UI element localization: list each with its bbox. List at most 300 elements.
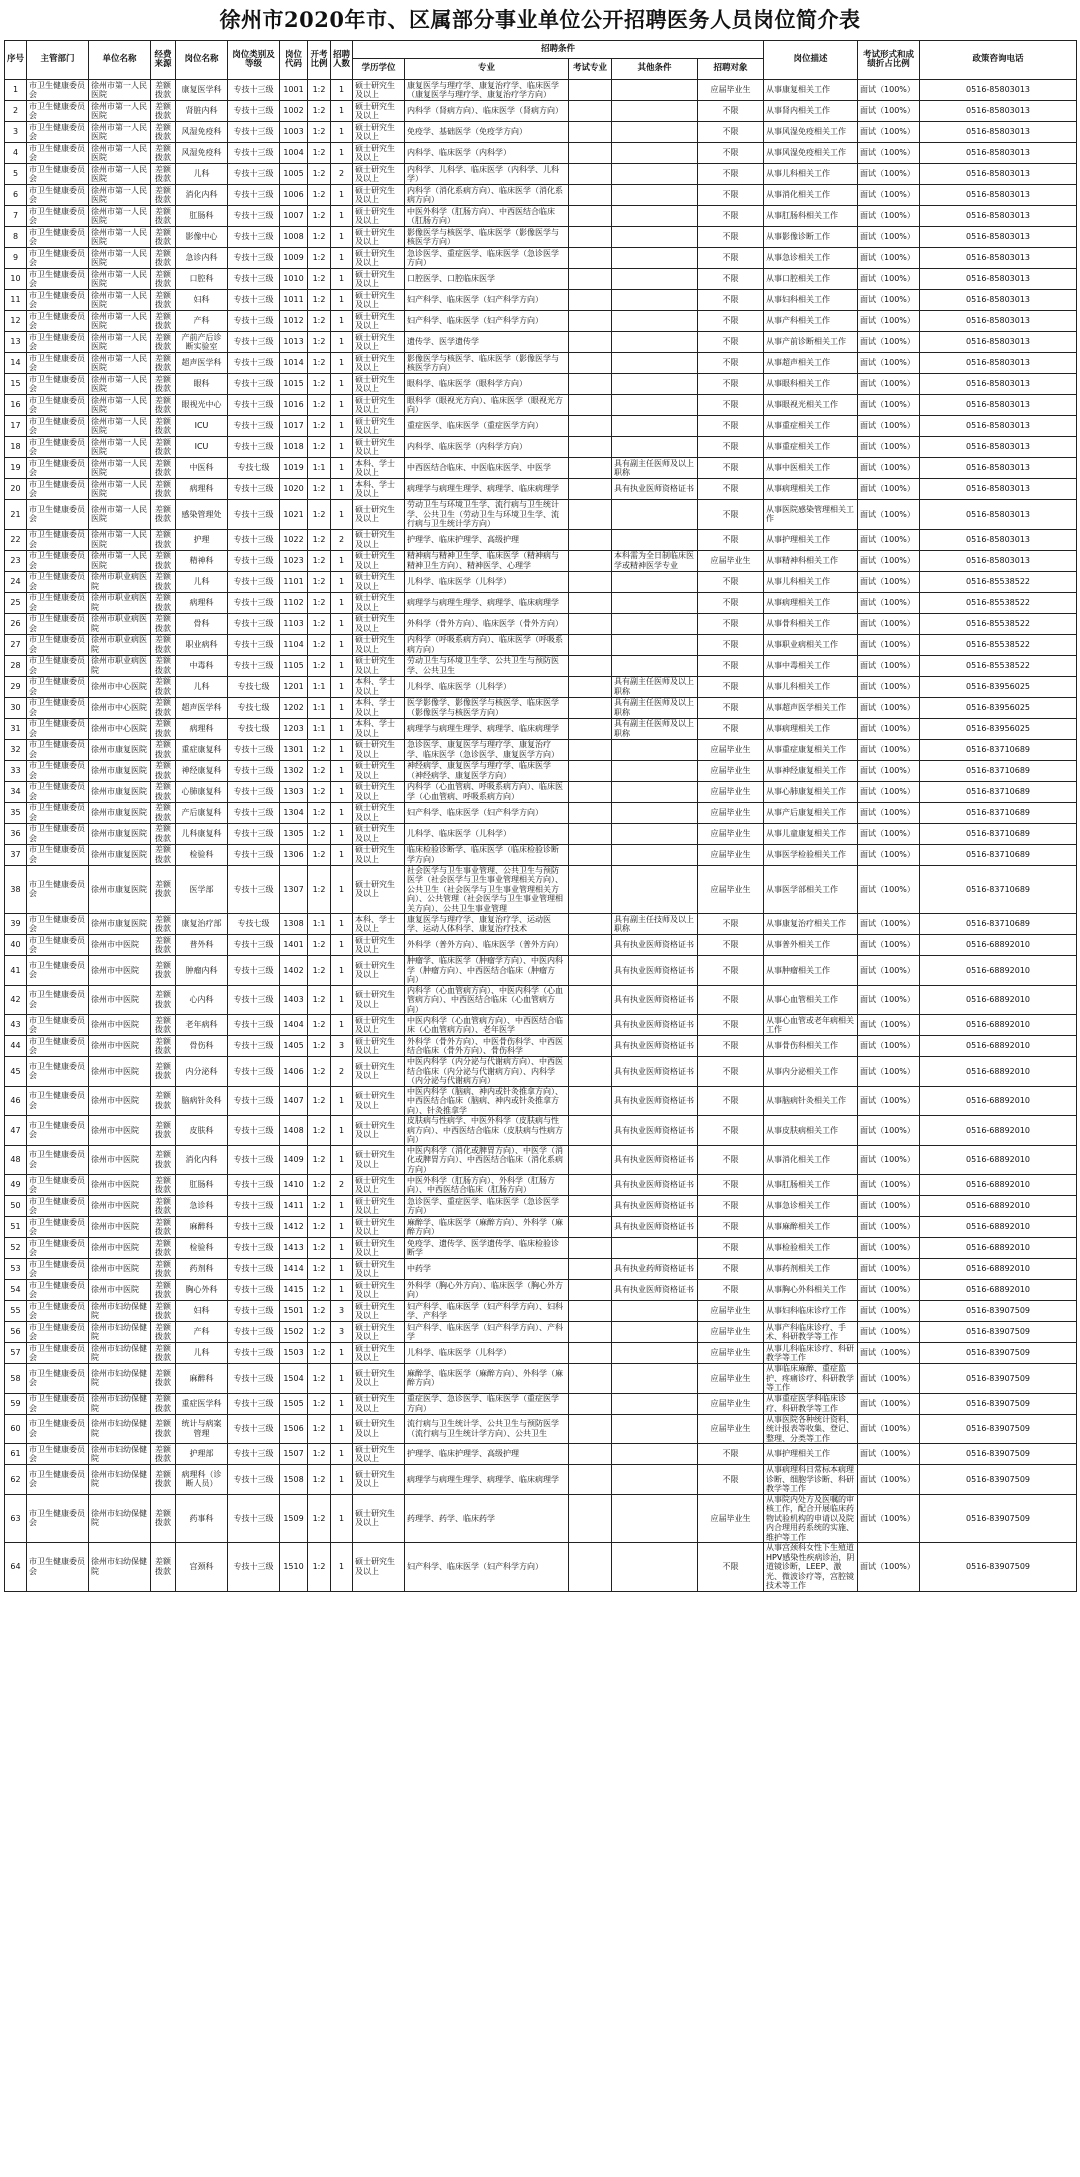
cell-phone: 0516-68892010 (920, 1175, 1077, 1196)
cell-dept: 市卫生健康委员会 (27, 1364, 89, 1394)
cell-post-type: 专技十三级 (228, 437, 280, 458)
cell-desc: 从事风湿免疫相关工作 (764, 122, 858, 143)
cell-post: 风湿免疫科 (176, 122, 228, 143)
cell-unit: 徐州市中心医院 (89, 697, 151, 718)
cell-funding: 差额拨款 (151, 80, 176, 101)
cell-other (612, 416, 698, 437)
cell-funding: 差额拨款 (151, 416, 176, 437)
cell-ratio: 1:2 (308, 739, 331, 760)
cell-target: 应届毕业生 (698, 844, 764, 865)
cell-exam-major (569, 1414, 612, 1444)
cell-post-type: 专技十三级 (228, 1217, 280, 1238)
cell-edu: 硕士研究生及以上 (353, 1364, 405, 1394)
cell-count: 1 (331, 1217, 353, 1238)
cell-post: 急诊科 (176, 1196, 228, 1217)
cell-count: 1 (331, 1343, 353, 1364)
cell-ratio: 1:2 (308, 80, 331, 101)
cell-post-code: 1016 (280, 395, 308, 416)
cell-funding: 差额拨款 (151, 332, 176, 353)
cell-post: 急诊内科 (176, 248, 228, 269)
cell-phone: 0516-83710689 (920, 802, 1077, 823)
cell-dept: 市卫生健康委员会 (27, 739, 89, 760)
cell-exam-form: 面试（100%） (858, 697, 920, 718)
table-row (5, 781, 1077, 802)
cell-funding: 差额拨款 (151, 353, 176, 374)
cell-post-type: 专技十三级 (228, 1015, 280, 1036)
cell-exam-major (569, 290, 612, 311)
cell-desc: 从事妇科相关工作 (764, 290, 858, 311)
cell-exam-major (569, 571, 612, 592)
cell-exam-major (569, 956, 612, 986)
cell-count: 3 (331, 1322, 353, 1343)
cell-count: 1 (331, 823, 353, 844)
cell-funding: 差额拨款 (151, 844, 176, 865)
cell-major: 中医内科学（内分泌与代谢病方向）、中西医结合临床（内分泌与代谢病方向）、内科学（内分泌与代谢病方向） (405, 1057, 569, 1087)
cell-exam-form: 面试（100%） (858, 1280, 920, 1301)
cell-exam-major (569, 634, 612, 655)
cell-funding: 差额拨款 (151, 1015, 176, 1036)
cell-exam-major (569, 248, 612, 269)
cell-phone: 0516-68892010 (920, 1196, 1077, 1217)
cell-exam-form: 面试（100%） (858, 823, 920, 844)
cell-desc: 从事急诊相关工作 (764, 248, 858, 269)
page-title: 徐州市2020年市、区属部分事业单位公开招聘医务人员岗位简介表 (219, 7, 861, 32)
table-row (5, 143, 1077, 164)
cell-unit: 徐州市第一人民医院 (89, 479, 151, 500)
cell-funding: 差额拨款 (151, 1322, 176, 1343)
table-row (5, 395, 1077, 416)
cell-other (612, 823, 698, 844)
table-row (5, 227, 1077, 248)
cell-major: 内科学（心血管病、呼吸系病方向）、临床医学（心血管病、呼吸系病方向） (405, 781, 569, 802)
cell-ratio: 1:2 (308, 1364, 331, 1394)
cell-major: 妇产科学、临床医学（妇产科学方向） (405, 802, 569, 823)
cell-desc: 从事康复相关工作 (764, 80, 858, 101)
cell-post: 产科 (176, 1322, 228, 1343)
table-row (5, 416, 1077, 437)
header-desc: 岗位描述 (764, 41, 858, 80)
cell-edu: 硕士研究生及以上 (353, 1414, 405, 1444)
cell-exam-form: 面试（100%） (858, 395, 920, 416)
cell-dept: 市卫生健康委员会 (27, 101, 89, 122)
cell-desc: 从事妇科临床诊疗工作 (764, 1301, 858, 1322)
cell-post-code: 1306 (280, 844, 308, 865)
cell-post-type: 专技十三级 (228, 1301, 280, 1322)
cell-post: 中毒科 (176, 655, 228, 676)
cell-dept: 市卫生健康委员会 (27, 550, 89, 571)
cell-funding: 差额拨款 (151, 1465, 176, 1495)
cell-post: 重症医学科 (176, 1393, 228, 1414)
cell-desc: 从事肿瘤相关工作 (764, 956, 858, 986)
cell-other: 具有执业医师资格证书 (612, 1196, 698, 1217)
header-major: 专业 (405, 59, 569, 80)
cell-count: 1 (331, 1015, 353, 1036)
cell-target: 应届毕业生 (698, 1414, 764, 1444)
cell-edu: 硕士研究生及以上 (353, 1322, 405, 1343)
cell-phone: 0516-68892010 (920, 1036, 1077, 1057)
cell-post-code: 1409 (280, 1145, 308, 1175)
cell-other (612, 802, 698, 823)
cell-exam-form: 面试（100%） (858, 529, 920, 550)
cell-count: 1 (331, 248, 353, 269)
cell-desc: 从事骨伤科相关工作 (764, 1036, 858, 1057)
table-row (5, 269, 1077, 290)
cell-phone: 0516-85803013 (920, 437, 1077, 458)
cell-exam-major (569, 1086, 612, 1116)
cell-other (612, 1465, 698, 1495)
cell-unit: 徐州市康复医院 (89, 760, 151, 781)
cell-post-type: 专技十三级 (228, 164, 280, 185)
table-row (5, 571, 1077, 592)
cell-count: 1 (331, 1116, 353, 1146)
cell-phone: 0516-68892010 (920, 956, 1077, 986)
cell-no: 16 (5, 395, 27, 416)
table-body (5, 80, 1077, 1592)
cell-other (612, 1322, 698, 1343)
cell-ratio: 1:2 (308, 1543, 331, 1592)
cell-post: 职业病科 (176, 634, 228, 655)
cell-funding: 差额拨款 (151, 550, 176, 571)
cell-phone: 0516-85538522 (920, 613, 1077, 634)
cell-target: 应届毕业生 (698, 550, 764, 571)
cell-target: 不限 (698, 206, 764, 227)
cell-post: 心肺康复科 (176, 781, 228, 802)
cell-dept: 市卫生健康委员会 (27, 248, 89, 269)
cell-major: 妇产科学、临床医学（妇产科学方向）、产科学 (405, 1322, 569, 1343)
cell-exam-major (569, 1444, 612, 1465)
cell-count: 1 (331, 353, 353, 374)
cell-target: 应届毕业生 (698, 1364, 764, 1394)
cell-exam-form: 面试（100%） (858, 1196, 920, 1217)
cell-target: 不限 (698, 571, 764, 592)
cell-edu: 硕士研究生及以上 (353, 985, 405, 1015)
cell-desc: 从事心肺康复相关工作 (764, 781, 858, 802)
cell-edu: 硕士研究生及以上 (353, 1465, 405, 1495)
cell-no: 37 (5, 844, 27, 865)
cell-ratio: 1:2 (308, 1015, 331, 1036)
cell-target: 应届毕业生 (698, 739, 764, 760)
table-row (5, 500, 1077, 530)
cell-post: 病理科（诊断人员） (176, 1465, 228, 1495)
cell-desc: 从事胸心外科相关工作 (764, 1280, 858, 1301)
cell-edu: 硕士研究生及以上 (353, 332, 405, 353)
cell-post-code: 1011 (280, 290, 308, 311)
cell-edu: 硕士研究生及以上 (353, 395, 405, 416)
cell-ratio: 1:1 (308, 676, 331, 697)
cell-count: 1 (331, 500, 353, 530)
cell-exam-form: 面试（100%） (858, 122, 920, 143)
cell-post: 肾脏内科 (176, 101, 228, 122)
cell-unit: 徐州市妇幼保健院 (89, 1393, 151, 1414)
cell-count: 1 (331, 718, 353, 739)
cell-phone: 0516-85803013 (920, 374, 1077, 395)
cell-other (612, 143, 698, 164)
cell-other: 具有执业医师资格证书 (612, 1057, 698, 1087)
cell-major: 精神病与精神卫生学、临床医学（精神病与精神卫生方向）、精神医学、心理学 (405, 550, 569, 571)
cell-unit: 徐州市第一人民医院 (89, 353, 151, 374)
cell-unit: 徐州市第一人民医院 (89, 290, 151, 311)
cell-other (612, 529, 698, 550)
cell-major: 护理学、临床护理学、高级护理 (405, 529, 569, 550)
table-row (5, 550, 1077, 571)
cell-target: 不限 (698, 1015, 764, 1036)
cell-desc: 从事儿科相关工作 (764, 676, 858, 697)
cell-other: 具有副主任医师及以上职称 (612, 458, 698, 479)
cell-exam-major (569, 164, 612, 185)
cell-unit: 徐州市中心医院 (89, 718, 151, 739)
cell-exam-form: 面试（100%） (858, 290, 920, 311)
cell-major: 医学影像学、影像医学与核医学、临床医学（影像医学与核医学方向） (405, 697, 569, 718)
cell-unit: 徐州市第一人民医院 (89, 416, 151, 437)
cell-no: 1 (5, 80, 27, 101)
cell-target: 不限 (698, 248, 764, 269)
cell-phone: 0516-83907509 (920, 1364, 1077, 1394)
cell-funding: 差额拨款 (151, 1145, 176, 1175)
cell-unit: 徐州市第一人民医院 (89, 458, 151, 479)
cell-ratio: 1:2 (308, 935, 331, 956)
cell-count: 1 (331, 437, 353, 458)
cell-desc: 从事神经康复相关工作 (764, 760, 858, 781)
cell-phone: 0516-83907509 (920, 1301, 1077, 1322)
cell-ratio: 1:2 (308, 248, 331, 269)
table-row (5, 1393, 1077, 1414)
cell-edu: 硕士研究生及以上 (353, 613, 405, 634)
cell-unit: 徐州市第一人民医院 (89, 122, 151, 143)
cell-other (612, 206, 698, 227)
cell-other (612, 613, 698, 634)
cell-edu: 硕士研究生及以上 (353, 1393, 405, 1414)
cell-exam-major (569, 1465, 612, 1495)
cell-major: 药理学、药学、临床药学 (405, 1494, 569, 1543)
cell-unit: 徐州市妇幼保健院 (89, 1465, 151, 1495)
cell-dept: 市卫生健康委员会 (27, 802, 89, 823)
cell-post-type: 专技十三级 (228, 844, 280, 865)
cell-edu: 硕士研究生及以上 (353, 101, 405, 122)
cell-ratio: 1:2 (308, 1259, 331, 1280)
cell-count: 1 (331, 227, 353, 248)
cell-post: 药事科 (176, 1494, 228, 1543)
cell-exam-form: 面试（100%） (858, 332, 920, 353)
cell-post-code: 1101 (280, 571, 308, 592)
cell-exam-major (569, 823, 612, 844)
cell-unit: 徐州市中医院 (89, 1057, 151, 1087)
cell-no: 7 (5, 206, 27, 227)
cell-dept: 市卫生健康委员会 (27, 914, 89, 935)
cell-desc: 从事儿科相关工作 (764, 571, 858, 592)
cell-desc: 从事宫颈科女性下生殖道HPV感染性疾病诊治，阴道镜诊断，LEEP、激光、微波诊疗等，宫腔镜技术等工作 (764, 1543, 858, 1592)
cell-edu: 硕士研究生及以上 (353, 739, 405, 760)
table-row (5, 844, 1077, 865)
cell-major: 病理学与病理生理学、病理学、临床病理学 (405, 479, 569, 500)
cell-count: 1 (331, 781, 353, 802)
cell-post-code: 1102 (280, 592, 308, 613)
cell-post: 病理科 (176, 479, 228, 500)
cell-count: 1 (331, 479, 353, 500)
cell-post-type: 专技十三级 (228, 416, 280, 437)
cell-post-code: 1301 (280, 739, 308, 760)
cell-exam-form: 面试（100%） (858, 1145, 920, 1175)
cell-other (612, 248, 698, 269)
cell-post: 神经康复科 (176, 760, 228, 781)
cell-major: 免疫学、基础医学（免疫学方向） (405, 122, 569, 143)
cell-edu: 硕士研究生及以上 (353, 1301, 405, 1322)
cell-phone: 0516-68892010 (920, 1217, 1077, 1238)
cell-exam-form: 面试（100%） (858, 311, 920, 332)
cell-post-code: 1002 (280, 101, 308, 122)
cell-phone: 0516-68892010 (920, 1259, 1077, 1280)
cell-dept: 市卫生健康委员会 (27, 956, 89, 986)
cell-edu: 硕士研究生及以上 (353, 844, 405, 865)
cell-target: 不限 (698, 634, 764, 655)
table-row (5, 697, 1077, 718)
cell-desc: 从事护理相关工作 (764, 1444, 858, 1465)
cell-count: 1 (331, 458, 353, 479)
cell-edu: 硕士研究生及以上 (353, 823, 405, 844)
cell-target: 不限 (698, 269, 764, 290)
cell-edu: 硕士研究生及以上 (353, 634, 405, 655)
cell-desc: 从事影像诊断工作 (764, 227, 858, 248)
cell-exam-major (569, 332, 612, 353)
cell-other: 具有副主任医师及以上职称 (612, 718, 698, 739)
cell-edu: 硕士研究生及以上 (353, 956, 405, 986)
cell-post: 心内科 (176, 985, 228, 1015)
cell-no: 32 (5, 739, 27, 760)
cell-dept: 市卫生健康委员会 (27, 227, 89, 248)
cell-post: 普外科 (176, 935, 228, 956)
cell-no: 30 (5, 697, 27, 718)
cell-major: 中医内科学（脑病、神内或针灸推拿方向）、中西医结合临床（脑病、神内或针灸推拿方向）、针灸推拿学 (405, 1086, 569, 1116)
cell-post: 护理部 (176, 1444, 228, 1465)
cell-edu: 硕士研究生及以上 (353, 437, 405, 458)
cell-exam-form: 面试（100%） (858, 458, 920, 479)
cell-exam-form: 面试（100%） (858, 1414, 920, 1444)
cell-phone: 0516-85803013 (920, 206, 1077, 227)
cell-phone: 0516-68892010 (920, 1015, 1077, 1036)
cell-target: 不限 (698, 101, 764, 122)
cell-funding: 差额拨款 (151, 1116, 176, 1146)
cell-funding: 差额拨款 (151, 956, 176, 986)
cell-major: 康复医学与理疗学、康复治疗学、运动医学、运动人体科学、康复治疗技术 (405, 914, 569, 935)
table-row (5, 479, 1077, 500)
header-edu: 学历学位 (353, 59, 405, 80)
cell-edu: 硕士研究生及以上 (353, 143, 405, 164)
cell-other (612, 227, 698, 248)
cell-post-code: 1001 (280, 80, 308, 101)
cell-dept: 市卫生健康委员会 (27, 416, 89, 437)
cell-phone: 0516-83956025 (920, 718, 1077, 739)
cell-post: 老年病科 (176, 1015, 228, 1036)
cell-major: 病理学与病理生理学、病理学、临床病理学 (405, 592, 569, 613)
cell-edu: 硕士研究生及以上 (353, 206, 405, 227)
cell-no: 60 (5, 1414, 27, 1444)
cell-target: 不限 (698, 290, 764, 311)
cell-ratio: 1:2 (308, 143, 331, 164)
cell-dept: 市卫生健康委员会 (27, 760, 89, 781)
cell-edu: 硕士研究生及以上 (353, 164, 405, 185)
cell-ratio: 1:2 (308, 956, 331, 986)
cell-post-type: 专技十三级 (228, 374, 280, 395)
cell-desc: 从事儿科临床诊疗、科研教学等工作 (764, 1343, 858, 1364)
cell-major: 妇产科学、临床医学（妇产科学方向） (405, 290, 569, 311)
cell-major: 内科学、临床医学（内科学方向） (405, 437, 569, 458)
cell-no: 23 (5, 550, 27, 571)
cell-no: 51 (5, 1217, 27, 1238)
cell-other: 具有执业医师资格证书 (612, 956, 698, 986)
cell-exam-major (569, 437, 612, 458)
cell-phone: 0516-85803013 (920, 353, 1077, 374)
cell-unit: 徐州市康复医院 (89, 823, 151, 844)
cell-major: 儿科学、临床医学（儿科学） (405, 823, 569, 844)
cell-desc: 从事重症医学科临床诊疗、科研教学等工作 (764, 1393, 858, 1414)
cell-phone: 0516-85803013 (920, 458, 1077, 479)
cell-no: 14 (5, 353, 27, 374)
cell-desc: 从事职业病相关工作 (764, 634, 858, 655)
cell-post: 肛肠科 (176, 1175, 228, 1196)
cell-post-type: 专技十三级 (228, 1280, 280, 1301)
cell-dept: 市卫生健康委员会 (27, 823, 89, 844)
cell-ratio: 1:2 (308, 760, 331, 781)
cell-dept: 市卫生健康委员会 (27, 353, 89, 374)
cell-unit: 徐州市第一人民医院 (89, 164, 151, 185)
cell-exam-major (569, 935, 612, 956)
cell-count: 2 (331, 1175, 353, 1196)
cell-phone: 0516-85803013 (920, 101, 1077, 122)
cell-funding: 差额拨款 (151, 823, 176, 844)
cell-unit: 徐州市中医院 (89, 1145, 151, 1175)
cell-major: 影像医学与核医学、临床医学（影像医学与核医学方向） (405, 353, 569, 374)
cell-post-type: 专技十三级 (228, 550, 280, 571)
cell-post-code: 1411 (280, 1196, 308, 1217)
cell-post-code: 1405 (280, 1036, 308, 1057)
cell-phone: 0516-83710689 (920, 823, 1077, 844)
cell-edu: 硕士研究生及以上 (353, 311, 405, 332)
cell-edu: 硕士研究生及以上 (353, 1036, 405, 1057)
cell-unit: 徐州市第一人民医院 (89, 332, 151, 353)
cell-edu: 硕士研究生及以上 (353, 571, 405, 592)
cell-ratio: 1:1 (308, 458, 331, 479)
cell-phone: 0516-83907509 (920, 1465, 1077, 1495)
cell-funding: 差额拨款 (151, 739, 176, 760)
cell-desc: 从事检验相关工作 (764, 1238, 858, 1259)
cell-post-type: 专技十三级 (228, 1414, 280, 1444)
cell-major: 神经病学、康复医学与理疗学、临床医学（神经病学、康复医学方向） (405, 760, 569, 781)
cell-ratio: 1:2 (308, 613, 331, 634)
header-exam-major: 考试专业 (569, 59, 612, 80)
cell-post-code: 1103 (280, 613, 308, 634)
table-row (5, 823, 1077, 844)
cell-exam-major (569, 479, 612, 500)
cell-exam-major (569, 353, 612, 374)
cell-exam-form: 面试（100%） (858, 592, 920, 613)
cell-post-code: 1006 (280, 185, 308, 206)
header-post: 岗位名称 (176, 41, 228, 80)
table-row (5, 1444, 1077, 1465)
table-row (5, 185, 1077, 206)
cell-post-code: 1023 (280, 550, 308, 571)
cell-major: 中药学 (405, 1259, 569, 1280)
table-row (5, 1465, 1077, 1495)
cell-major: 急诊医学、康复医学与理疗学、康复治疗学、临床医学（急诊医学、康复医学方向） (405, 739, 569, 760)
cell-major: 内科学（肾病方向）、临床医学（肾病方向） (405, 101, 569, 122)
cell-other (612, 634, 698, 655)
cell-no: 26 (5, 613, 27, 634)
cell-no: 2 (5, 101, 27, 122)
cell-unit: 徐州市第一人民医院 (89, 374, 151, 395)
cell-post: 宫颈科 (176, 1543, 228, 1592)
cell-other (612, 1364, 698, 1394)
cell-post: 产前产后诊断实验室 (176, 332, 228, 353)
cell-no: 53 (5, 1259, 27, 1280)
